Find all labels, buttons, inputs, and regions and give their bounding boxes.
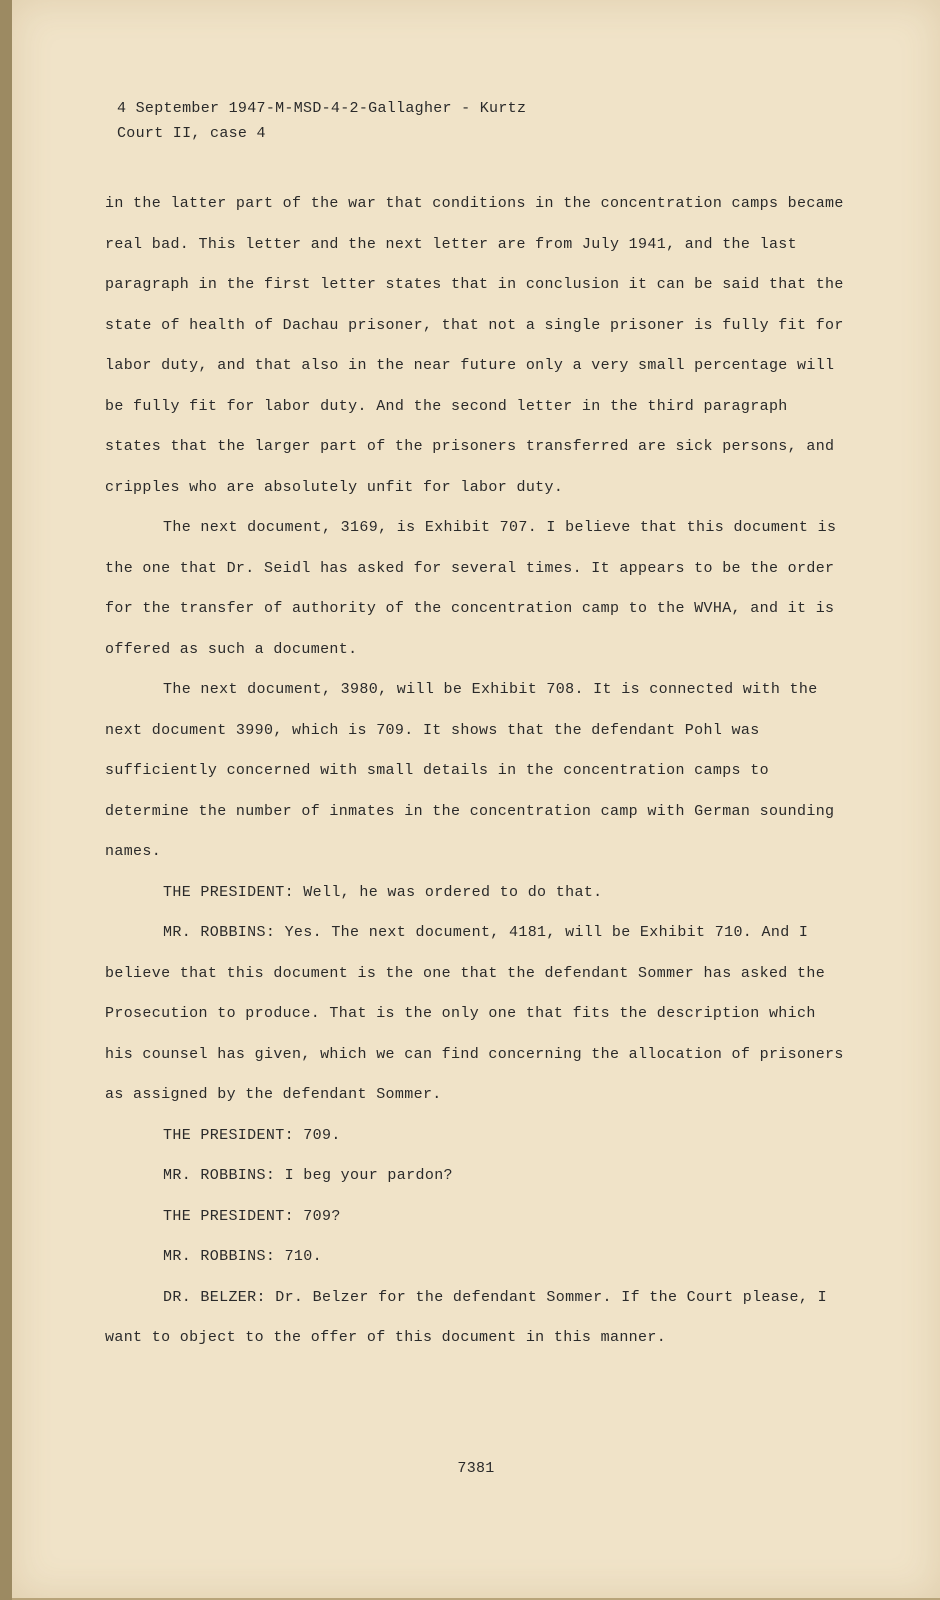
page-number: 7381 bbox=[457, 1460, 495, 1477]
speech-president-3: THE PRESIDENT: 709? bbox=[163, 1207, 341, 1225]
speech-robbins-2: MR. ROBBINS: I beg your pardon? bbox=[163, 1167, 453, 1184]
document-header bbox=[117, 96, 526, 146]
document-page bbox=[12, 0, 940, 1598]
transcript-body bbox=[105, 184, 845, 1359]
speech-president-2: THE PRESIDENT: 709. bbox=[163, 1126, 341, 1144]
scan-edge bbox=[0, 0, 12, 1600]
header-line-1: 4 September 1947-M-MSD-4-2-Gallagher - Kurtz bbox=[117, 100, 527, 117]
paragraph-document-3169: The next document, 3169, is Exhibit 707. I believe that this document is the one that Dr. Seidl has asked for several times. It appears to be the order for the transfer of authority of the concentration camp to the WVHA, and it is offered as such a document. bbox=[105, 519, 837, 658]
paragraph-continuation: in the latter part of the war that conditions in the concentration camps became real bad. This letter and the next letter are from July 1941, and the last paragraph in the first letter states that in conclusion it can be said that the state of health of Dachau prisoner, that not a single prisoner is fully fit for labor duty, and that also in the near future only a very small percentage will be fully fit for labor duty. And the second letter in the third paragraph states that the larger part of the prisoners transferred are sick persons, and cripples who are absolutely unfit for labor duty. bbox=[105, 195, 844, 496]
speech-robbins-1: MR. ROBBINS: Yes. The next document, 4181, will be Exhibit 710. And I believe that this document is the one that the defendant Sommer has asked the Prosecution to produce. That is the only one that fits the description which his counsel has given, which we can find concerning the allocation of prisoners as assigned by the defendant Sommer. bbox=[105, 924, 844, 1103]
paragraph-document-3980: The next document, 3980, will be Exhibit 708. It is connected with the next document 3990, which is 709. It shows that the defendant Pohl was sufficiently concerned with small details in the concentration camps to determine the number of inmates in the concentration camp with German sounding names. bbox=[105, 681, 835, 860]
speech-president-1: THE PRESIDENT: Well, he was ordered to do that. bbox=[163, 883, 603, 901]
speech-robbins-3: MR. ROBBINS: 710. bbox=[163, 1248, 322, 1265]
header-line-2: Court II, case 4 bbox=[117, 125, 266, 142]
speech-belzer-1: DR. BELZER: Dr. Belzer for the defendant Sommer. If the Court please, I want to object to the offer of this document in this manner. bbox=[105, 1288, 827, 1346]
